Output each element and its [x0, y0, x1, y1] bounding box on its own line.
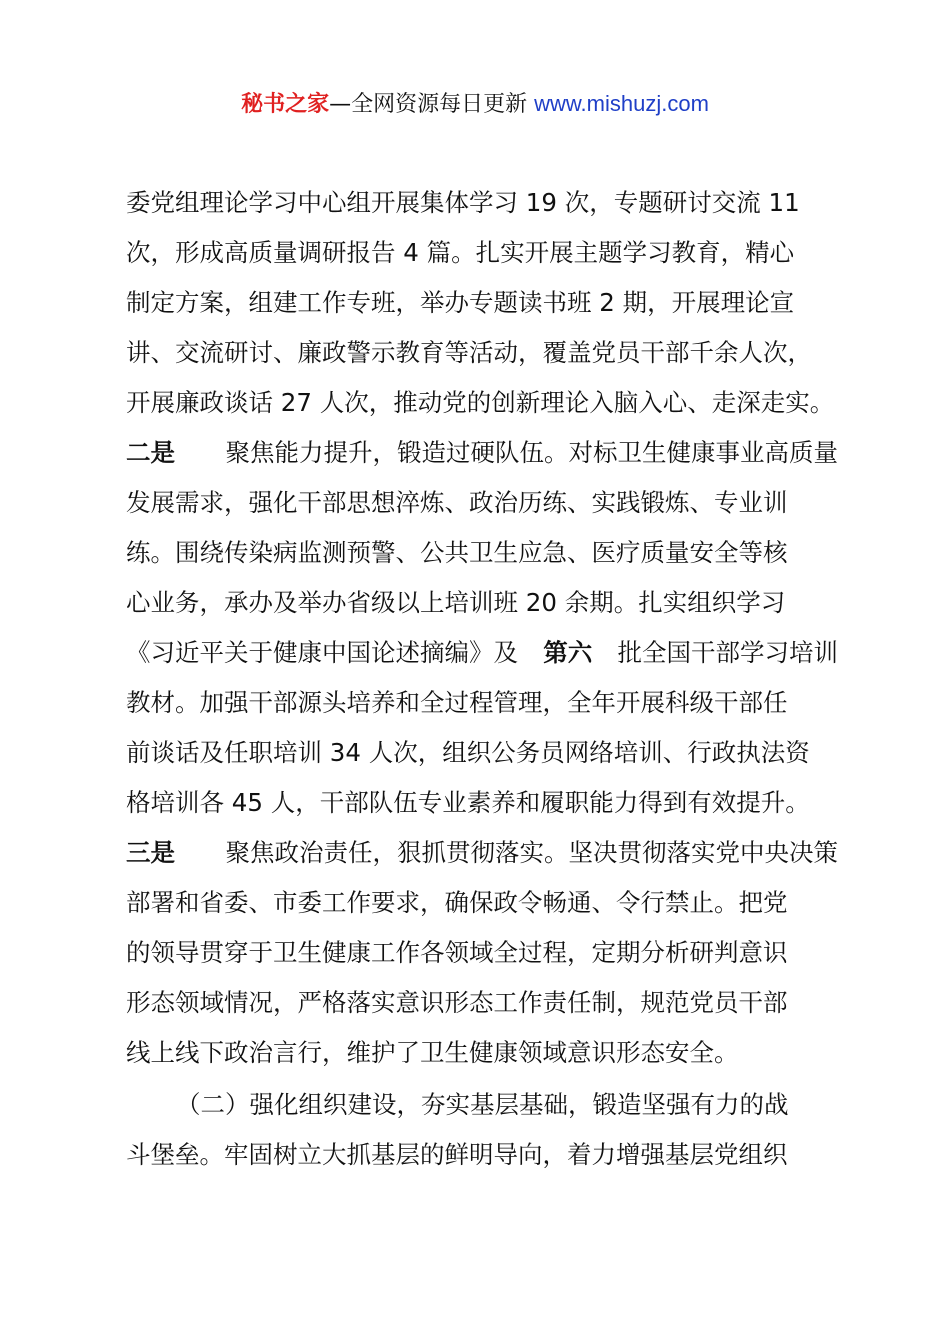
- brand-name: 秘书之家: [241, 92, 330, 117]
- emphasis-label: 三是: [126, 838, 175, 867]
- line-text: 聚焦能力提升，锻造过硬队伍。对标卫生健康事业高质量: [225, 438, 838, 467]
- text-line: 线上线下政治言行，维护了卫生健康领域意识形态安全。: [126, 1038, 739, 1067]
- emphasis-label: 第六: [543, 638, 593, 667]
- text-line: 教材。加强干部源头培养和全过程管理，全年开展科级干部任: [126, 688, 788, 717]
- text-line: 格培训各 45 人，干部队伍专业素养和履职能力得到有效提升。: [126, 788, 810, 817]
- text-line: 开展廉政谈话 27 人次，推动党的创新理论入脑入心、走深走实。: [126, 388, 835, 417]
- line-text: 聚焦政治责任，狠抓贯彻落实。坚决贯彻落实党中央决策: [225, 838, 838, 867]
- header-tagline: —全网资源每日更新: [329, 92, 535, 117]
- text-line: 发展需求，强化干部思想淬炼、政治历练、实践锻炼、专业训: [126, 488, 788, 517]
- text-line: 前谈话及任职培训 34 人次，组织公务员网络培训、行政执法资: [126, 738, 810, 767]
- text-line: [126, 628, 838, 678]
- site-header: [0, 88, 950, 121]
- section-heading-line: （二）强化组织建设，夯实基层基础，锻造坚强有力的战: [176, 1090, 789, 1119]
- emphasis-label: 二是: [126, 438, 175, 467]
- text-line: 委党组理论学习中心组开展集体学习 19 次，专题研讨交流 11: [126, 188, 800, 217]
- text-line: 形态领域情况，严格落实意识形态工作责任制，规范党员干部: [126, 988, 788, 1017]
- text-line: [126, 428, 838, 478]
- text-line: 的领导贯穿于卫生健康工作各领域全过程，定期分析研判意识: [126, 938, 788, 967]
- text-line: 部署和省委、市委工作要求，确保政令畅通、令行禁止。把党: [126, 888, 788, 917]
- text-line: 练。围绕传染病监测预警、公共卫生应急、医疗质量安全等核: [126, 538, 788, 567]
- text-line: 讲、交流研讨、廉政警示教育等活动，覆盖党员干部千余人次，: [126, 338, 812, 367]
- text-line: 心业务，承办及举办省级以上培训班 20 余期。扎实组织学习: [126, 588, 786, 617]
- line-text: 批全国干部学习培训: [617, 638, 838, 667]
- site-url-link[interactable]: www.mishuzj.com: [534, 91, 709, 116]
- text-line: 斗堡垒。牢固树立大抓基层的鲜明导向，着力增强基层党组织: [126, 1140, 788, 1169]
- line-text: 《习近平关于健康中国论述摘编》及: [126, 638, 518, 667]
- document-body: [126, 178, 838, 1180]
- text-line: 次，形成高质量调研报告 4 篇。扎实开展主题学习教育，精心: [126, 238, 795, 267]
- text-line: 制定方案，组建工作专班，举办专题读书班 2 期，开展理论宣: [126, 288, 795, 317]
- text-line: [126, 828, 838, 878]
